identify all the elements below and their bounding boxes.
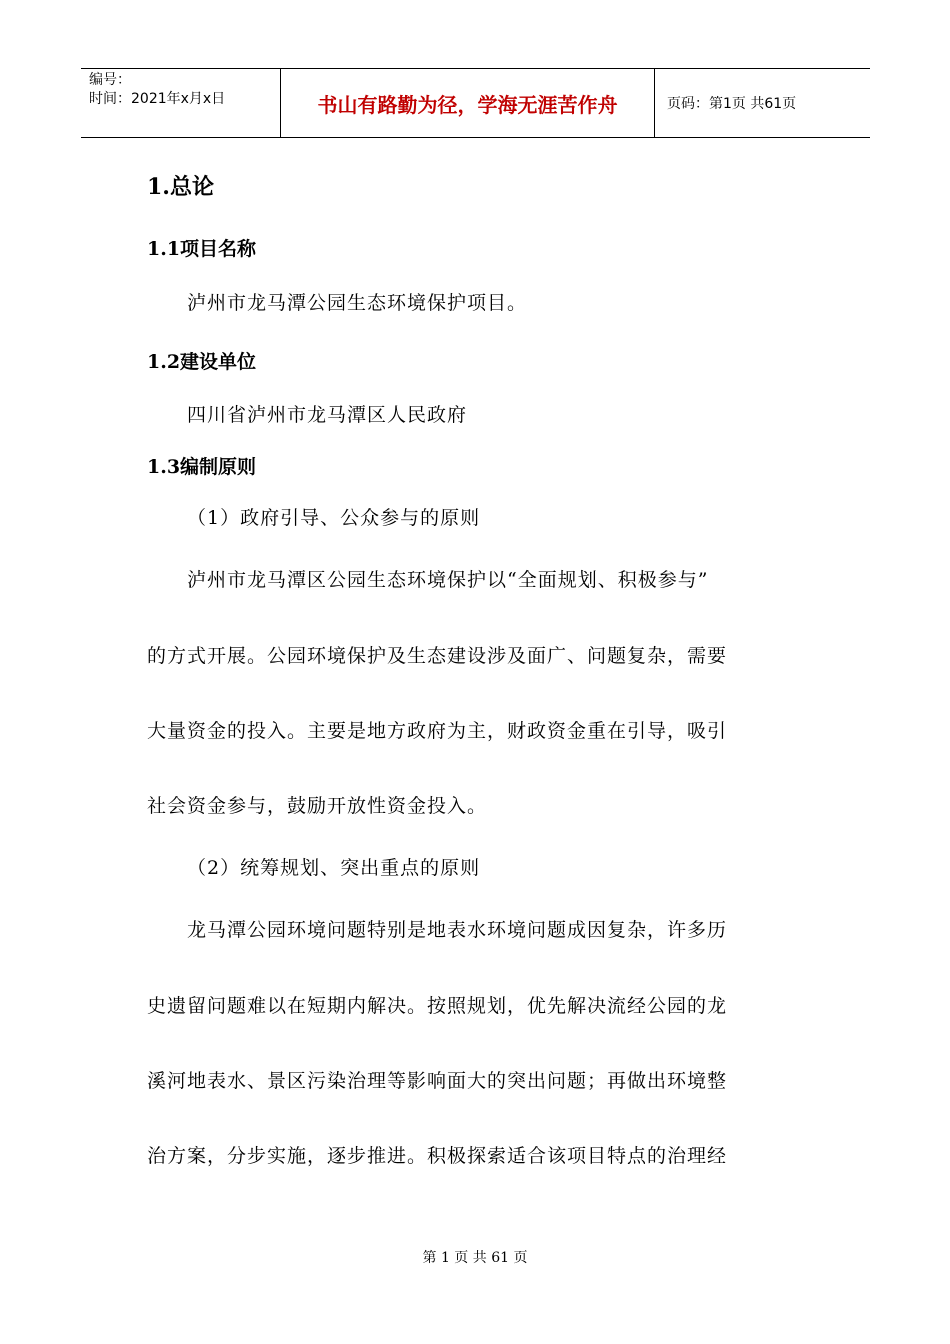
paragraph-project-name: 泸州市龙马潭公园生态环境保护项目。 — [187, 292, 528, 314]
header-page-info: 页码：第1页 共61页 — [667, 96, 797, 112]
page-footer: 第 1 页 共 61 页 — [422, 1250, 528, 1266]
paragraph-line: 龙马潭公园环境问题特别是地表水环境问题成因复杂，许多历 — [187, 919, 728, 941]
paragraph-line: 治方案，分步实施，逐步推进。积极探索适合该项目特点的治理经 — [147, 1145, 728, 1167]
principle-2-title: （2）统筹规划、突出重点的原则 — [187, 857, 481, 879]
header-meta — [81, 69, 281, 137]
header-motto: 书山有路勤为径，学海无涯苦作舟 — [281, 69, 655, 137]
section-heading-1-1: 1.1项目名称 — [147, 238, 257, 260]
section-heading-1-2: 1.2建设单位 — [147, 351, 257, 373]
paragraph-line: 泸州市龙马潭区公园生态环境保护以“全面规划、积极参与” — [187, 569, 709, 591]
section-heading-1-3: 1.3编制原则 — [147, 456, 257, 478]
chapter-heading: 1.总论 — [147, 174, 214, 200]
header-table — [81, 68, 870, 138]
paragraph-line: 社会资金参与，鼓励开放性资金投入。 — [147, 795, 488, 817]
number-label: 编号： — [89, 72, 131, 88]
paragraph-builder: 四川省泸州市龙马潭区人民政府 — [187, 404, 468, 426]
time-label: 时间：2021年x月x日 — [89, 91, 226, 107]
paragraph-line: 溪河地表水、景区污染治理等影响面大的突出问题；再做出环境整 — [147, 1070, 728, 1092]
paragraph-line: 史遗留问题难以在短期内解决。按照规划，优先解决流经公园的龙 — [147, 995, 728, 1017]
principle-1-title: （1）政府引导、公众参与的原则 — [187, 507, 481, 529]
paragraph-line: 的方式开展。公园环境保护及生态建设涉及面广、问题复杂，需要 — [147, 645, 728, 667]
paragraph-line: 大量资金的投入。主要是地方政府为主，财政资金重在引导，吸引 — [147, 720, 728, 742]
